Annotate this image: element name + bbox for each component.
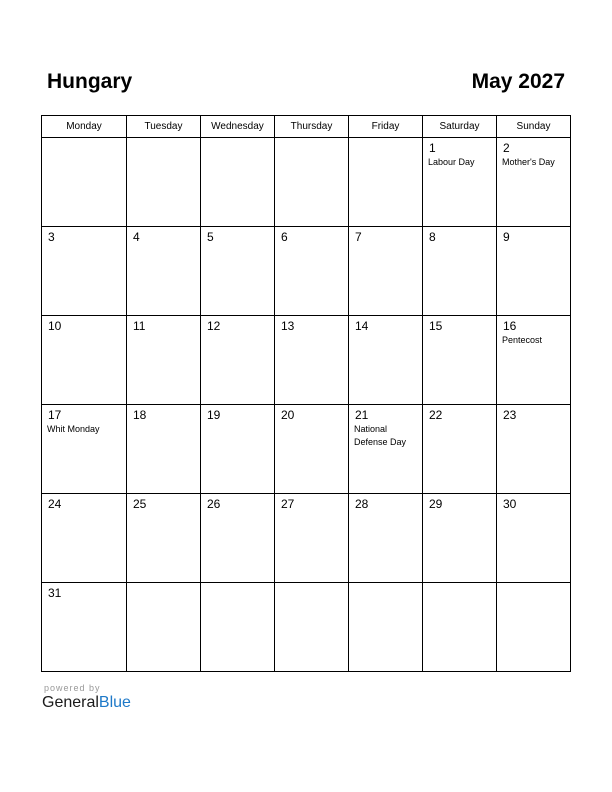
holiday-label bbox=[349, 244, 422, 245]
holiday-label bbox=[497, 511, 570, 512]
weekday-saturday: Saturday bbox=[423, 116, 497, 138]
day-cell bbox=[201, 316, 275, 405]
holiday-label bbox=[497, 586, 570, 587]
week-row bbox=[42, 227, 571, 316]
day-cell bbox=[42, 138, 127, 227]
holiday-label bbox=[42, 333, 126, 334]
day-cell bbox=[127, 316, 201, 405]
day-number: 22 bbox=[429, 408, 443, 422]
holiday-label bbox=[42, 244, 126, 245]
day-number: 17 bbox=[48, 408, 62, 422]
day-number: 18 bbox=[133, 408, 147, 422]
day-cell bbox=[42, 583, 127, 672]
day-cell bbox=[201, 494, 275, 583]
day-number: 25 bbox=[133, 497, 147, 511]
day-number: 30 bbox=[503, 497, 517, 511]
day-number: 26 bbox=[207, 497, 221, 511]
day-cell bbox=[349, 583, 423, 672]
day-number: 19 bbox=[207, 408, 221, 422]
holiday-label bbox=[127, 244, 200, 245]
day-cell bbox=[423, 583, 497, 672]
day-cell bbox=[42, 316, 127, 405]
day-number: 3 bbox=[48, 230, 55, 244]
day-cell bbox=[423, 138, 497, 227]
day-number: 23 bbox=[503, 408, 517, 422]
day-cell bbox=[349, 405, 423, 494]
holiday-label bbox=[201, 333, 274, 334]
holiday-label bbox=[275, 333, 348, 334]
holiday-label bbox=[127, 422, 200, 423]
day-cell bbox=[497, 583, 571, 672]
day-cell bbox=[423, 227, 497, 316]
holiday-label bbox=[127, 511, 200, 512]
holiday-label bbox=[127, 333, 200, 334]
day-cell bbox=[127, 583, 201, 672]
week-row bbox=[42, 583, 571, 672]
day-cell bbox=[349, 316, 423, 405]
day-cell bbox=[275, 405, 349, 494]
day-number: 11 bbox=[133, 319, 146, 333]
day-number: 1 bbox=[429, 141, 436, 155]
day-number: 20 bbox=[281, 408, 295, 422]
footer-branding bbox=[42, 683, 131, 712]
week-row bbox=[42, 316, 571, 405]
day-number: 24 bbox=[48, 497, 62, 511]
day-cell bbox=[349, 494, 423, 583]
day-number: 29 bbox=[429, 497, 443, 511]
day-cell bbox=[349, 138, 423, 227]
day-number: 31 bbox=[48, 586, 62, 600]
day-cell bbox=[127, 494, 201, 583]
holiday-label bbox=[42, 141, 126, 142]
day-number: 6 bbox=[281, 230, 288, 244]
day-cell bbox=[275, 583, 349, 672]
day-cell bbox=[497, 494, 571, 583]
calendar-body bbox=[42, 138, 571, 672]
day-number: 13 bbox=[281, 319, 295, 333]
holiday-label bbox=[201, 141, 274, 142]
weekday-thursday: Thursday bbox=[275, 116, 349, 138]
day-cell bbox=[349, 227, 423, 316]
day-number: 16 bbox=[503, 319, 517, 333]
holiday-label bbox=[201, 586, 274, 587]
holiday-label: Labour Day bbox=[428, 157, 475, 167]
day-number: 9 bbox=[503, 230, 510, 244]
day-cell bbox=[42, 227, 127, 316]
day-cell bbox=[201, 227, 275, 316]
holiday-label bbox=[349, 511, 422, 512]
holiday-label: Pentecost bbox=[502, 335, 543, 345]
day-cell bbox=[275, 316, 349, 405]
holiday-label bbox=[42, 511, 126, 512]
holiday-label bbox=[127, 141, 200, 142]
calendar-grid bbox=[41, 115, 571, 672]
weekday-tuesday: Tuesday bbox=[127, 116, 201, 138]
holiday-label bbox=[201, 511, 274, 512]
day-cell bbox=[497, 227, 571, 316]
month-year-title: May 2027 bbox=[471, 70, 565, 93]
day-number: 5 bbox=[207, 230, 214, 244]
day-number: 15 bbox=[429, 319, 443, 333]
weekday-sunday: Sunday bbox=[497, 116, 571, 138]
holiday-label bbox=[349, 586, 422, 587]
brand-general-text: General bbox=[42, 694, 99, 711]
day-number: 14 bbox=[355, 319, 369, 333]
holiday-label bbox=[349, 333, 422, 334]
holiday-label bbox=[349, 141, 422, 142]
day-cell bbox=[42, 405, 127, 494]
holiday-label bbox=[423, 333, 496, 334]
day-number: 10 bbox=[48, 319, 62, 333]
powered-by-text: powered by bbox=[44, 683, 101, 693]
day-cell bbox=[497, 405, 571, 494]
week-row bbox=[42, 494, 571, 583]
day-cell bbox=[201, 138, 275, 227]
day-cell bbox=[275, 494, 349, 583]
holiday-label bbox=[127, 586, 200, 587]
day-cell bbox=[275, 138, 349, 227]
day-number: 27 bbox=[281, 497, 295, 511]
day-cell bbox=[127, 227, 201, 316]
holiday-label bbox=[275, 511, 348, 512]
day-cell bbox=[127, 138, 201, 227]
day-number: 28 bbox=[355, 497, 369, 511]
day-number: 4 bbox=[133, 230, 140, 244]
weekday-friday: Friday bbox=[349, 116, 423, 138]
day-cell bbox=[127, 405, 201, 494]
calendar-header bbox=[41, 70, 571, 100]
day-cell bbox=[201, 583, 275, 672]
generalblue-logo[interactable] bbox=[42, 694, 131, 712]
holiday-label bbox=[201, 244, 274, 245]
weekday-header-row bbox=[42, 116, 571, 138]
weekday-wednesday: Wednesday bbox=[201, 116, 275, 138]
day-cell bbox=[423, 316, 497, 405]
holiday-label bbox=[275, 422, 348, 423]
week-row bbox=[42, 138, 571, 227]
day-cell bbox=[423, 405, 497, 494]
holiday-label: National Defense Day bbox=[354, 424, 407, 447]
brand-blue-text: Blue bbox=[98, 694, 131, 711]
day-cell bbox=[201, 405, 275, 494]
holiday-label bbox=[423, 422, 496, 423]
holiday-label bbox=[423, 244, 496, 245]
weekday-monday: Monday bbox=[42, 116, 127, 138]
holiday-label bbox=[275, 141, 348, 142]
day-number: 7 bbox=[355, 230, 362, 244]
day-cell bbox=[42, 494, 127, 583]
holiday-label bbox=[497, 244, 570, 245]
day-cell bbox=[497, 316, 571, 405]
holiday-label bbox=[201, 422, 274, 423]
holiday-label bbox=[275, 244, 348, 245]
holiday-label bbox=[275, 586, 348, 587]
holiday-label bbox=[423, 511, 496, 512]
country-title: Hungary bbox=[47, 70, 133, 93]
holiday-label bbox=[497, 422, 570, 423]
day-cell bbox=[275, 227, 349, 316]
holiday-label: Whit Monday bbox=[47, 424, 100, 434]
day-cell bbox=[497, 138, 571, 227]
day-number: 8 bbox=[429, 230, 436, 244]
day-number: 12 bbox=[207, 319, 221, 333]
day-cell bbox=[423, 494, 497, 583]
day-number: 21 bbox=[355, 408, 369, 422]
holiday-label: Mother's Day bbox=[502, 157, 555, 167]
holiday-label bbox=[423, 586, 496, 587]
week-row bbox=[42, 405, 571, 494]
holiday-label bbox=[42, 600, 126, 601]
day-number: 2 bbox=[503, 141, 510, 155]
